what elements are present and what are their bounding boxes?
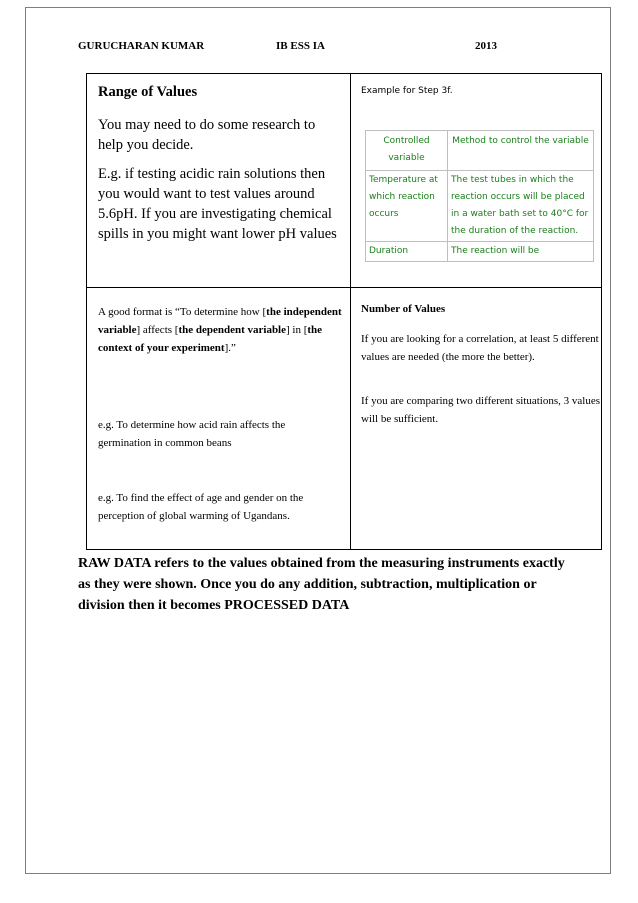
table-header-row (366, 131, 594, 171)
table-header-cell: Controlled variable (366, 131, 448, 171)
header-year: 2013 (475, 40, 497, 52)
table-cell: The test tubes in which the reaction occurs will be placed in a water bath set to 40°C for the duration of the reaction. (448, 171, 594, 242)
range-title: Range of Values (98, 84, 198, 100)
format-text (98, 303, 346, 357)
table-cell: The reaction will be (448, 242, 594, 262)
format-text-part: A good format is “To determine how [ (98, 306, 267, 318)
header-course: IB ESS IA (276, 40, 325, 52)
range-paragraph-1: You may need to do some research to help you decide. (98, 117, 316, 153)
number-paragraph-2: If you are comparing two different situations, 3 values will be sufficient. (361, 395, 600, 425)
number-of-values-box (350, 287, 602, 550)
example-box (350, 73, 602, 288)
table-row (366, 171, 594, 242)
table-row (366, 242, 594, 262)
number-paragraph-1: If you are looking for a correlation, at least 5 different values are needed (the more the better). (361, 333, 599, 363)
format-text-part: ] affects [ (136, 324, 179, 336)
table-header-cell: Method to control the variable (448, 131, 594, 171)
table-cell: Duration (366, 242, 448, 262)
format-bold-part: the context of your experiment (98, 324, 323, 354)
format-text-part: ].” (224, 342, 236, 354)
format-box (86, 287, 351, 550)
format-text-part: ] in [ (286, 324, 308, 336)
table-cell: Temperature at which reaction occurs (366, 171, 448, 242)
format-example-1: e.g. To determine how acid rain affects the germination in common beans (98, 419, 286, 449)
range-paragraph-2: E.g. if testing acidic rain solutions then you would want to test values around 5.6pH. If you are investigating chemical spills in you might want lower pH values (98, 166, 337, 242)
raw-data-paragraph: RAW DATA refers to the values obtained from the measuring instruments exactly as they were shown. Once you do any addition, subtraction, multiplication or division then it becomes PROCESSED DATA (78, 556, 565, 613)
page-header (78, 40, 508, 56)
format-bold-part: the dependent variable (178, 324, 286, 336)
controlled-variable-table (365, 130, 594, 262)
format-example-2: e.g. To find the effect of age and gender on the perception of global warming of Ugandans. (98, 492, 304, 522)
format-bold-part: the independent variable (98, 306, 342, 336)
range-of-values-box (86, 73, 351, 288)
example-label: Example for Step 3f. (361, 86, 453, 96)
header-author: GURUCHARAN KUMAR (78, 40, 205, 52)
number-title: Number of Values (361, 303, 446, 315)
